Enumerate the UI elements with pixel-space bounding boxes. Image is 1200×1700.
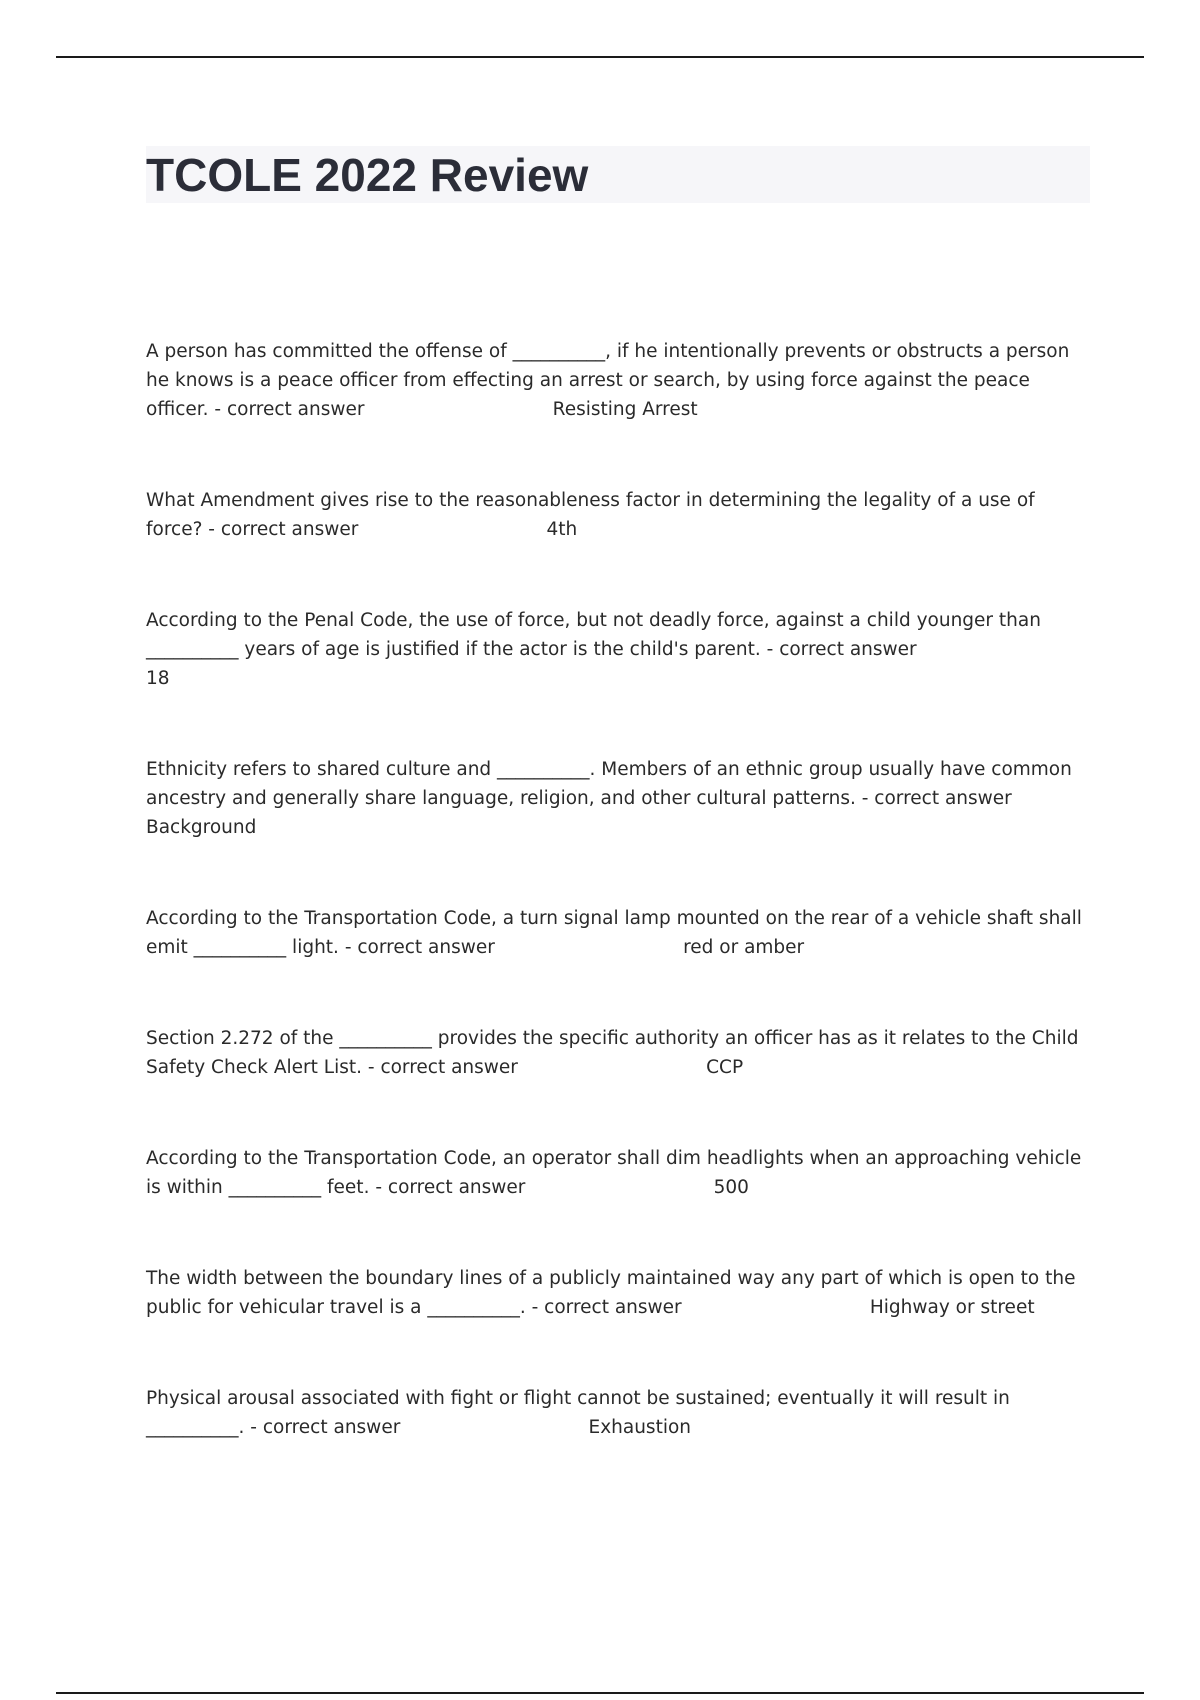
answer-text: Resisting Arrest	[552, 399, 698, 420]
question-text: According to the Penal Code, the use of force, but not deadly force, against a child younger than __________ years of age is justified if the actor is the child's parent. -	[146, 610, 1041, 660]
question-text: According to the Transportation Code, a turn signal lamp mounted on the rear of a vehicle shaft shall emit __________ light. -	[146, 908, 1082, 958]
answer-text: Background	[146, 817, 257, 838]
answer-text: 500	[713, 1177, 749, 1198]
question-text: Section 2.272 of the __________ provides the specific authority an officer has as it relates to the Child Safety Check Alert List. -	[146, 1028, 1079, 1078]
question-text: According to the Transportation Code, an operator shall dim headlights when an approaching vehicle is within __________ feet. -	[146, 1148, 1082, 1198]
question-text: Physical arousal associated with fight or flight cannot be sustained; eventually it will result in __________. -	[146, 1388, 1010, 1438]
qa-item	[146, 606, 1096, 693]
bottom-rule	[56, 1692, 1144, 1694]
answer-marker: correct answer	[262, 1417, 401, 1438]
question-list	[146, 337, 1096, 1442]
answer-marker: correct answer	[227, 399, 365, 420]
answer-text: 18	[146, 668, 170, 689]
qa-item	[146, 755, 1096, 842]
question-text: Ethnicity refers to shared culture and __________. Members of an ethnic group usually have common ancestry and generally share language, religion, and other cultural patterns. -	[146, 759, 1072, 809]
answer-marker: correct answer	[357, 937, 495, 958]
question-text: The width between the boundary lines of a publicly maintained way any part of which is open to the public for vehicular travel is a __________. -	[146, 1268, 1076, 1318]
qa-item	[146, 337, 1096, 424]
answer-text: Exhaustion	[588, 1417, 691, 1438]
answer-marker: correct answer	[874, 788, 1012, 809]
top-rule	[56, 56, 1144, 58]
answer-marker: correct answer	[380, 1057, 518, 1078]
qa-item	[146, 1264, 1096, 1322]
document-title: TCOLE 2022 Review	[146, 149, 589, 201]
answer-marker: correct answer	[779, 639, 917, 660]
qa-item	[146, 486, 1096, 544]
answer-text: red or amber	[683, 937, 805, 958]
answer-marker: correct answer	[544, 1297, 682, 1318]
answer-marker: correct answer	[387, 1177, 526, 1198]
title-band	[146, 146, 1090, 203]
answer-text: CCP	[706, 1057, 744, 1078]
qa-item	[146, 1384, 1096, 1442]
answer-marker: correct answer	[220, 519, 359, 540]
qa-item	[146, 904, 1096, 962]
answer-text: 4th	[546, 519, 578, 540]
qa-item	[146, 1144, 1096, 1202]
answer-text: Highway or street	[869, 1297, 1035, 1318]
question-text: A person has committed the offense of __________, if he intentionally prevents or obstructs a person he knows is a peace officer from effecting an arrest or search, by using force against the peace officer. -	[146, 341, 1070, 420]
question-text: What Amendment gives rise to the reasonableness factor in determining the legality of a use of force? -	[146, 490, 1035, 540]
qa-item	[146, 1024, 1096, 1082]
